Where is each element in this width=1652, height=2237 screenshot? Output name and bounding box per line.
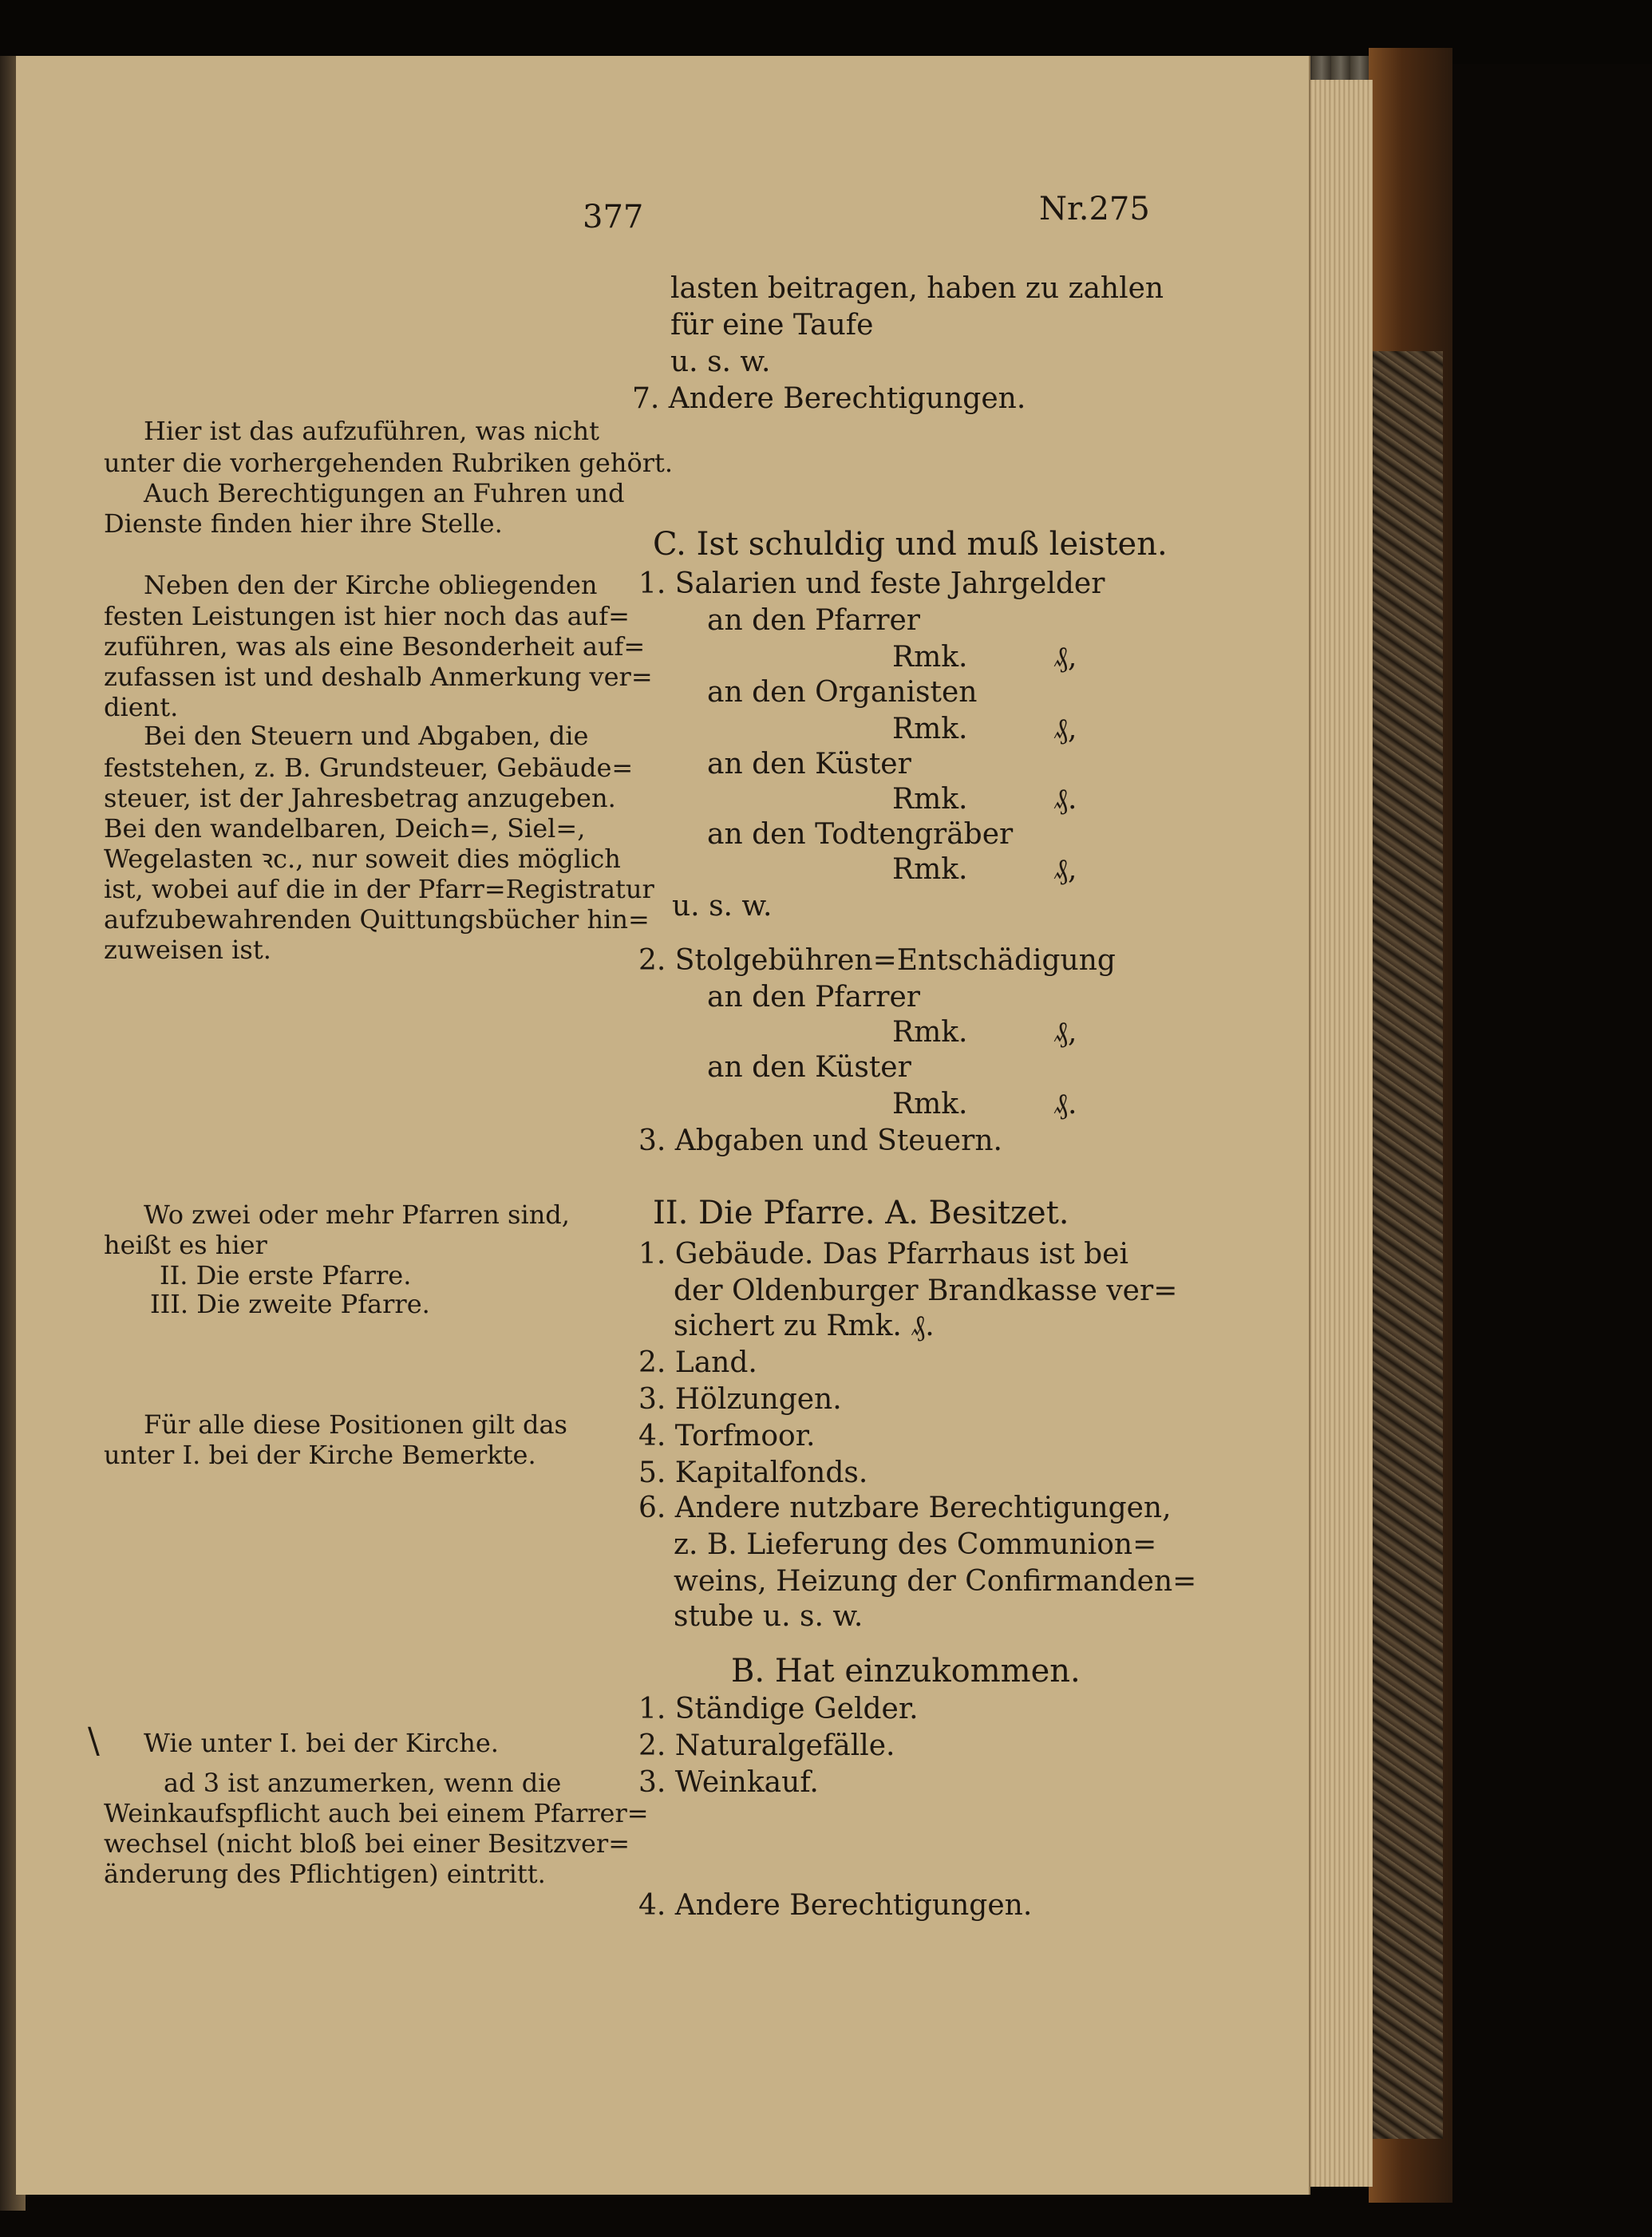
section-ii-line10: weins, Heizung der Confirmanden= [674,1565,1197,1598]
section-ii-line3: sichert zu Rmk. ₰. [674,1310,935,1342]
left-para1-line1: Hier ist das aufzuführen, was nicht [144,416,599,446]
left-para3-line3: steuer, ist der Jahresbetrag anzugeben. [104,783,616,813]
left-para6-line2: ad 3 ist anzumerken, wenn die [164,1768,562,1798]
section-c-line5: Rmk. [892,713,968,745]
section-c-line3: Rmk. [892,641,968,674]
section-ii-line5: 3. Hölzungen. [638,1383,842,1416]
section-c-line15: Rmk. [892,1088,968,1120]
left-para5-line1: Für alle diese Positionen gilt das [144,1409,567,1440]
left-para2-line5: dient. [104,692,179,722]
section-ii-line11: stube u. s. w. [674,1600,864,1633]
section-ii-line4: 2. Land. [638,1346,757,1379]
section-c-line6: an den Küster [707,748,911,781]
left-para2-line3: zuführen, was als eine Besonderheit auf= [104,631,646,662]
section-c-line8: an den Todtengräber [707,818,1014,851]
right-top-line2: für eine Taufe [670,309,874,342]
section-c-heading: C. Ist schuldig und muß leisten. [653,526,1168,563]
left-para4-line4: III. Die zweite Pfarre. [150,1289,430,1319]
left-para2-line2: festen Leistungen ist hier noch das auf= [104,601,630,631]
right-top-line1: lasten beitragen, haben zu zahlen [670,272,1164,305]
pfennig-mark-6: ₰. [1053,1088,1077,1120]
left-para3-line6: ist, wobei auf die in der Pfarr=Registratur [104,874,654,904]
section-b-line3: 3. Weinkauf. [638,1766,819,1799]
section-c-line4: an den Organisten [707,676,978,709]
pfennig-mark-5: ₰, [1053,1016,1077,1049]
section-c-line14: an den Küster [707,1051,911,1084]
section-b-line1: 1. Ständige Gelder. [638,1693,919,1725]
section-ii-line1: 1. Gebäude. Das Pfarrhaus ist bei [638,1238,1128,1271]
section-c-line9: Rmk. [892,853,968,886]
left-para4-line3: II. Die erste Pfarre. [160,1260,412,1290]
pfennig-mark-1: ₰, [1053,641,1077,674]
left-para3-line8: zuweisen ist. [104,935,271,965]
left-para6-line1: Wie unter I. bei der Kirche. [144,1728,499,1758]
left-para6-line3: Weinkaufspflicht auch bei einem Pfarrer= [104,1798,649,1828]
marbled-cover-edge [1371,351,1443,2139]
left-para4-line1: Wo zwei oder mehr Pfarren sind, [144,1200,570,1230]
pfennig-mark-3: ₰. [1053,783,1077,816]
left-para2-line1: Neben den der Kirche obliegenden [144,570,598,600]
pfennig-mark-4: ₰, [1053,853,1077,886]
left-para5-line2: unter I. bei der Kirche Bemerkte. [104,1440,536,1470]
left-para3-line1: Bei den Steuern und Abgaben, die [144,721,589,751]
section-ii-line9: z. B. Lieferung des Communion= [674,1528,1157,1561]
section-b-line2: 2. Naturalgefälle. [638,1729,895,1762]
right-top-line4: 7. Andere Berechtigungen. [632,382,1026,415]
section-number: Nr.275 [1039,191,1150,227]
page-number: 377 [583,199,644,235]
section-ii-line6: 4. Torfmoor. [638,1420,816,1452]
left-para2-line4: zufassen ist und deshalb Anmerkung ver= [104,662,653,692]
left-para3-line2: feststehen, z. B. Grundsteuer, Gebäude= [104,753,634,783]
left-para3-line7: aufzubewahrenden Quittungsbücher hin= [104,904,650,935]
left-para1-line2: unter die vorhergehenden Rubriken gehört. [104,448,674,478]
section-c-line13: Rmk. [892,1016,968,1049]
section-c-line2: an den Pfarrer [707,604,921,637]
margin-mark: \ [88,1721,100,1761]
section-c-line16: 3. Abgaben und Steuern. [638,1124,1002,1157]
left-para4-line2: heißt es hier [104,1230,267,1260]
section-c-line12: an den Pfarrer [707,981,921,1014]
left-para1-line4: Dienste finden hier ihre Stelle. [104,508,503,539]
section-c-line11: 2. Stolgebühren=Entschädigung [638,944,1116,977]
section-ii-line2: der Oldenburger Brandkasse ver= [674,1275,1178,1307]
section-ii-line8: 6. Andere nutzbare Berechtigungen, [638,1492,1172,1524]
right-top-line3: u. s. w. [670,346,771,378]
section-ii-heading: II. Die Pfarre. A. Besitzet. [653,1195,1069,1231]
section-c-line7: Rmk. [892,783,968,816]
section-c-line1: 1. Salarien und feste Jahrgelder [638,567,1105,600]
pfennig-mark-2: ₰, [1053,713,1077,745]
section-c-line10: u. s. w. [672,890,773,923]
section-b-line4: 4. Andere Berechtigungen. [638,1889,1033,1922]
left-para3-line4: Bei den wandelbaren, Deich=, Siel=, [104,813,586,844]
left-para3-line5: Wegelasten ꝛc., nur soweit dies möglich [104,844,621,874]
left-para6-line5: änderung des Pflichtigen) eintritt. [104,1859,546,1889]
section-ii-line7: 5. Kapitalfonds. [638,1456,868,1489]
left-para1-line3: Auch Berechtigungen an Fuhren und [144,478,625,508]
section-b-heading: B. Hat einzukommen. [731,1653,1081,1690]
left-para6-line4: wechsel (nicht bloß bei einer Besitzver= [104,1828,630,1859]
